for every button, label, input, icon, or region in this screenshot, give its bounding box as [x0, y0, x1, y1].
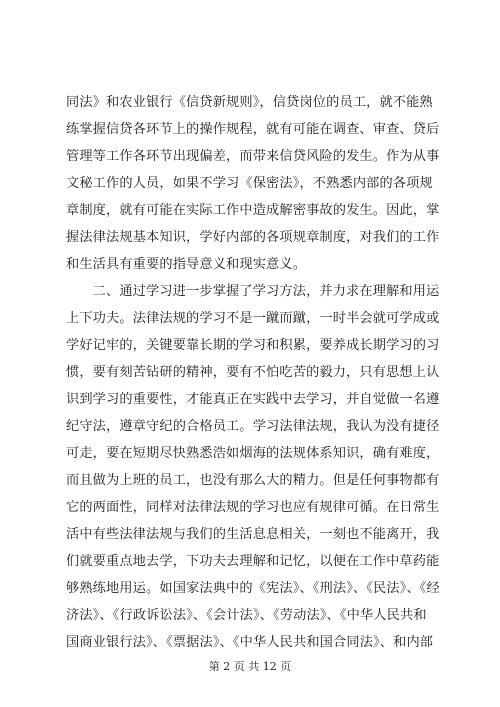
- text-line: 和生活具有重要的指导意义和现实意义。: [66, 257, 307, 272]
- text-line: 而且做为上班的员工，也没有那么大的精力。但是任何事物都有: [66, 473, 440, 488]
- text-line: 们就要重点地去学，下功夫去理解和记忆，以便在工作中草药能: [66, 554, 440, 569]
- text-line: 够熟练地用运。如国家法典中的《宪法》、《刑法》、《民法》、《经: [66, 581, 440, 596]
- text-line: 管理等工作各环节出现偏差，而带来信贷风险的发生。作为从事: [66, 149, 440, 164]
- text-line: 握法律法规基本知识，学好内部的各项规章制度，对我们的工作: [66, 230, 440, 245]
- text-line: 国商业银行法》、《票据法》、《中华人民共和国合同法》、和内部: [66, 635, 434, 650]
- text-line: 识到学习的重要性，才能真正在实践中去学习，并自觉做一名遵: [66, 392, 440, 407]
- text-line: 文秘工作的人员，如果不学习《保密法》，不熟悉内部的各项规: [66, 176, 433, 191]
- text-line: 练掌握信贷各环节上的操作规程，就有可能在调查、审查、贷后: [66, 122, 440, 137]
- text-line: 同法》和农业银行《信贷新规则》，信贷岗位的员工，就不能熟: [66, 95, 433, 110]
- text-line: 纪守法，遵章守纪的合格员工。学习法律法规，我认为没有捷径: [66, 419, 440, 434]
- text-line: 上下功夫。法律法规的学习不是一蹴而蹴，一时半会就可学成或: [66, 311, 440, 326]
- text-line: 二、通过学习进一步掌握了学习方法，并力求在理解和用运: [66, 284, 440, 299]
- body-text: [66, 89, 446, 656]
- text-line: 活中有些法律法规与我们的生活息息相关，一刻也不能离开，我: [66, 527, 440, 542]
- text-line: 可走，要在短期尽快熟悉浩如烟海的法规体系知识，确有难度，: [66, 446, 440, 461]
- text-line: 它的两面性，同样对法律法规的学习也应有规律可循。在日常生: [66, 500, 440, 515]
- page-footer: 第 2 页 共 12 页: [208, 660, 292, 673]
- text-line: 济法》、《行政诉讼法》、《会计法》、《劳动法》、《中华人民共和: [66, 608, 427, 623]
- text-line: 惯，要有刻苦钻研的精神，要有不怕吃苦的毅力，只有思想上认: [66, 365, 440, 380]
- text-line: 章制度，就有可能在实际工作中造成解密事故的发生。因此，掌: [66, 203, 440, 218]
- text-line: 学好记牢的，关键要靠长期的学习和积累，要养成长期学习的习: [66, 338, 440, 353]
